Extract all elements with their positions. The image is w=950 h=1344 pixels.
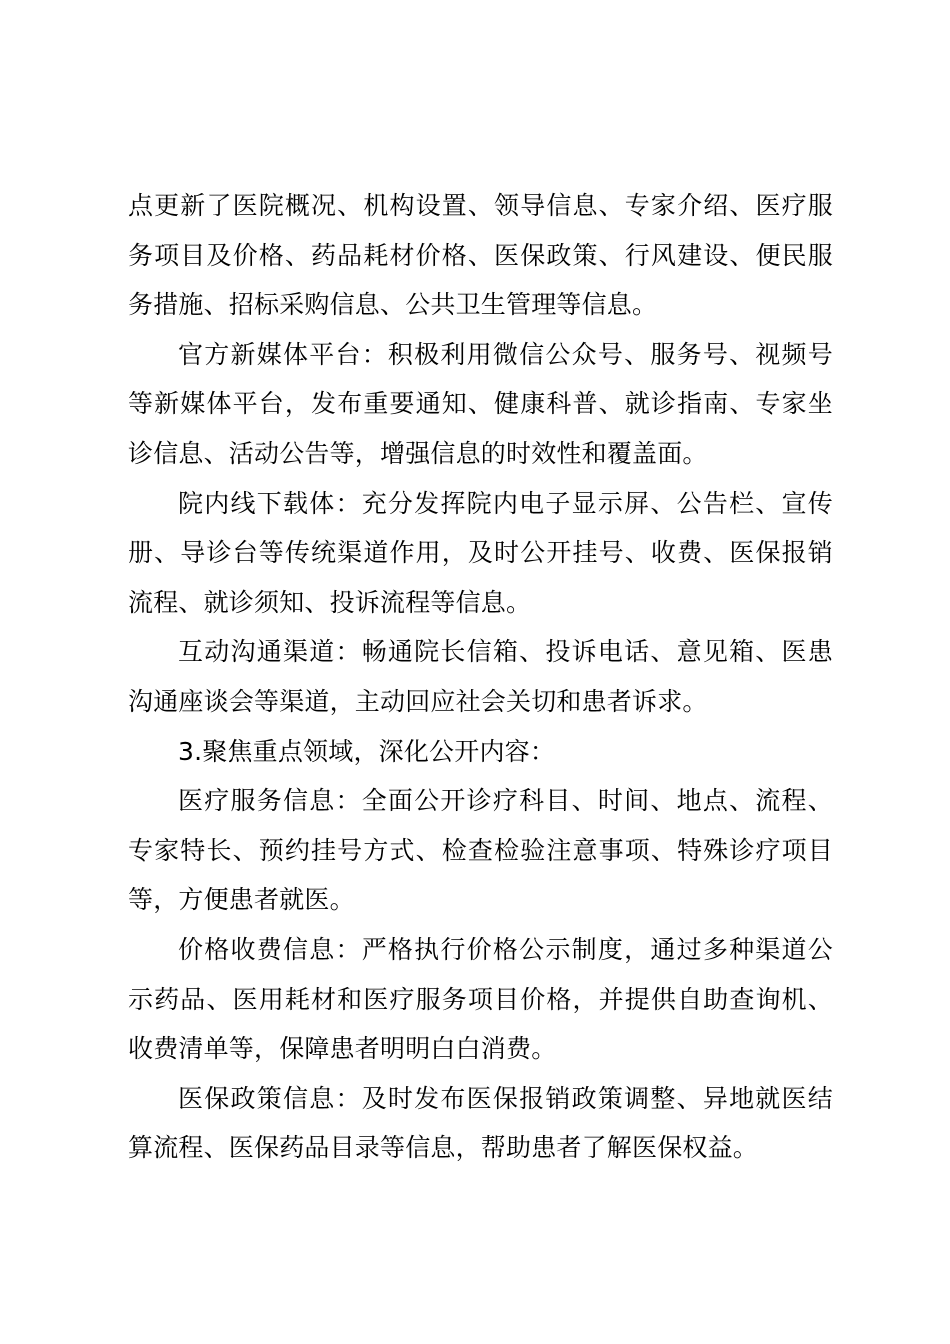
paragraph-new-media-platform: 官方新媒体平台：积极利用微信公众号、服务号、视频号等新媒体平台，发布重要通知、健康科普、就诊指南、专家坐诊信息、活动公告等，增强信息的时效性和覆盖面。 [128,339,833,468]
document-body [128,181,833,1173]
paragraph-medical-service-info: 医疗服务信息：全面公开诊疗科目、时间、地点、流程、专家特长、预约挂号方式、检查检验注意事项、特殊诊疗项目等，方便患者就医。 [128,786,833,915]
paragraph-interactive-channels: 互动沟通渠道：畅通院长信箱、投诉电话、意见箱、医患沟通座谈会等渠道，主动回应社会关切和患者诉求。 [128,637,833,716]
section-heading-key-areas: 3.聚焦重点领域，深化公开内容： [178,736,556,766]
paragraph-offline-carriers: 院内线下载体：充分发挥院内电子显示屏、公告栏、宣传册、导诊台等传统渠道作用，及时公开挂号、收费、医保报销流程、就诊须知、投诉流程等信息。 [128,488,833,617]
paragraph-continuation: 点更新了医院概况、机构设置、领导信息、专家介绍、医疗服务项目及价格、药品耗材价格、医保政策、行风建设、便民服务措施、招标采购信息、公共卫生管理等信息。 [128,191,833,320]
paragraph-price-charge-info: 价格收费信息：严格执行价格公示制度，通过多种渠道公示药品、医用耗材和医疗服务项目价格，并提供自助查询机、收费清单等，保障患者明明白白消费。 [128,934,833,1064]
paragraph-insurance-policy-info: 医保政策信息：及时发布医保报销政策调整、异地就医结算流程、医保药品目录等信息，帮助患者了解医保权益。 [128,1083,833,1163]
